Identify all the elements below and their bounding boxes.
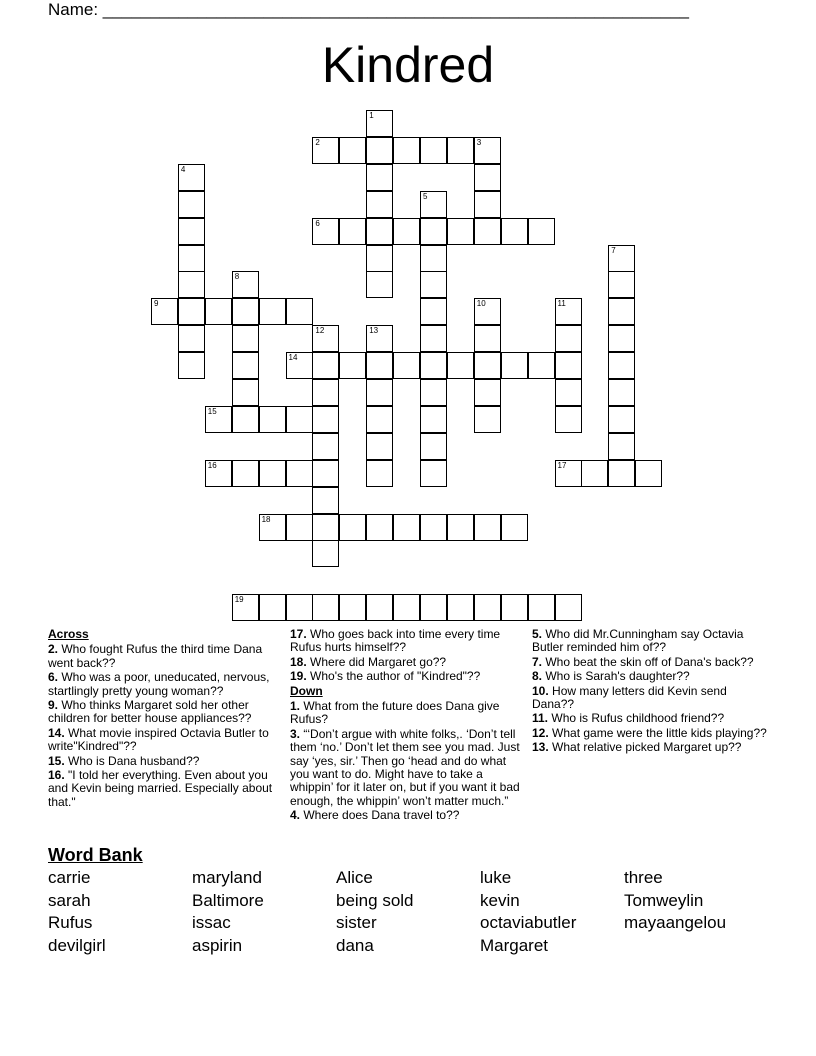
down-heading: Down [290,683,323,698]
grid-cell[interactable] [528,594,555,621]
grid-cell[interactable] [151,298,178,325]
clue-down-12: 12. What game were the little kids playing?? [532,725,767,740]
grid-cell[interactable] [259,460,286,487]
clue-number: 2 [315,137,320,147]
word-bank-item: Margaret [480,935,549,955]
grid-cell[interactable] [178,218,205,245]
clue-number: 3 [476,137,482,147]
clue-down-11: 11. Who is Rufus childhood friend?? [532,711,725,726]
grid-cell[interactable] [393,352,420,379]
grid-cell[interactable] [178,271,205,298]
clue-down-4: 4. Where does Dana travel to?? [290,808,460,823]
grid-cell[interactable] [608,325,635,352]
grid-cell[interactable] [420,460,447,487]
clue-number: 7 [611,245,616,255]
grid-cell[interactable] [447,352,474,379]
grid-cell[interactable] [474,191,501,218]
grid-cell[interactable] [393,514,420,541]
grid-cell[interactable] [555,325,582,352]
grid-cell[interactable] [393,594,420,621]
grid-cell[interactable] [420,325,447,352]
clue-number: 6 [315,218,320,228]
word-bank-item: sarah [48,890,91,910]
grid-cell[interactable] [366,406,393,433]
word-bank-item: Rufus [48,913,93,933]
grid-cell[interactable] [286,352,313,379]
grid-cell[interactable] [420,352,447,379]
grid-cell[interactable] [312,594,339,621]
clue-number: 10 [476,299,486,309]
grid-cell[interactable] [178,164,205,191]
grid-cell[interactable] [312,514,339,541]
word-bank-item: dana [336,935,374,955]
grid-cell[interactable] [447,137,474,164]
grid-cell[interactable] [555,298,582,325]
grid-cell[interactable] [420,514,447,541]
clue-down-5: 5. Who did Mr.Cunningham say Octavia Butler reminded him of?? [532,627,744,655]
grid-cell[interactable] [420,379,447,406]
grid-cell[interactable] [447,514,474,541]
word-bank-item: three [624,868,663,887]
grid-cell[interactable] [608,406,635,433]
grid-cell[interactable] [232,352,259,379]
clue-across-15: 15. Who is Dana husband?? [48,753,200,768]
clue-number: 17 [557,460,567,470]
grid-cell[interactable] [366,460,393,487]
grid-cell[interactable] [608,460,635,487]
grid-cell[interactable] [528,352,555,379]
grid-cell[interactable] [366,164,393,191]
grid-cell[interactable] [366,514,393,541]
clue-number: 15 [207,406,217,416]
clue-number: 18 [261,514,271,524]
grid-cell[interactable] [366,594,393,621]
word-bank-item: sister [336,913,377,933]
grid-cell[interactable] [232,594,259,621]
grid-cell[interactable] [232,379,259,406]
clue-number: 8 [234,272,240,282]
grid-cell[interactable] [312,218,339,245]
grid-cell[interactable] [259,298,286,325]
word-bank-item: carrie [48,868,91,887]
grid-cell[interactable] [232,406,259,433]
grid-cell[interactable] [474,352,501,379]
clue-number: 4 [180,164,186,174]
grid-cell[interactable] [339,594,366,621]
grid-cell[interactable] [312,137,339,164]
grid-cell[interactable] [312,352,339,379]
grid-cell[interactable] [366,137,393,164]
grid-cell[interactable] [366,271,393,298]
grid-cell[interactable] [501,514,528,541]
clue-across-18: 18. Where did Margaret go?? [290,654,447,669]
clue-column-2 [290,628,524,824]
grid-cell[interactable] [420,406,447,433]
grid-cell[interactable] [474,379,501,406]
grid-cell[interactable] [474,218,501,245]
grid-cell[interactable] [420,137,447,164]
grid-cell[interactable] [447,218,474,245]
grid-cell[interactable] [286,594,313,621]
word-bank-item: octaviabutler [480,913,577,933]
word-bank-item: kevin [480,890,520,910]
clue-across-9: 9. Who thinks Margaret sold her other children for better house appliances?? [48,698,252,726]
clue-number: 12 [315,326,325,336]
grid-cell[interactable] [286,298,313,325]
grid-cell[interactable] [555,594,582,621]
grid-cell[interactable] [178,245,205,272]
word-bank-item: mayaangelou [624,913,727,933]
grid-cell[interactable] [312,433,339,460]
grid-cell[interactable] [555,406,582,433]
clue-down-1: 1. What from the future does Dana give Rufus? [290,699,500,727]
clue-across-17: 17. Who goes back into time every time Rufus hurts himself?? [290,627,501,655]
grid-cell[interactable] [232,271,259,298]
name-line: Name: ______________________________________________________________ [48,0,689,19]
grid-cell[interactable] [420,271,447,298]
clue-number: 14 [288,353,298,363]
clue-across-14: 14. What movie inspired Octavia Butler to write"Kindred"?? [48,725,269,754]
grid-cell[interactable] [474,164,501,191]
clue-number: 9 [154,299,159,309]
clue-across-6: 6. Who was a poor, uneducated, nervous, startlingly pretty young woman?? [48,670,270,698]
grid-cell[interactable] [474,406,501,433]
grid-cell[interactable] [339,137,366,164]
grid-cell[interactable] [286,406,313,433]
grid-cell[interactable] [420,433,447,460]
grid-cell[interactable] [474,514,501,541]
grid-cell[interactable] [474,298,501,325]
word-bank-item: aspirin [192,935,243,955]
grid-cell[interactable] [528,218,555,245]
clue-number: 1 [369,111,374,120]
grid-cell[interactable] [312,379,339,406]
grid-cell[interactable] [259,594,286,621]
grid-cell[interactable] [312,540,339,567]
word-bank-item: luke [480,868,512,887]
clue-number: 5 [423,191,428,201]
grid-cell[interactable] [366,191,393,218]
grid-cell[interactable] [286,514,313,541]
grid-cell[interactable] [366,325,393,352]
grid-cell[interactable] [501,352,528,379]
word-bank-item: devilgirl [48,935,106,955]
across-heading: Across [48,627,89,641]
grid-cell[interactable] [474,137,501,164]
word-bank-item: Baltimore [192,890,264,910]
grid-cell[interactable] [393,137,420,164]
clue-number: 11 [557,299,566,309]
grid-cell[interactable] [608,433,635,460]
grid-cell[interactable] [608,352,635,379]
grid-cell[interactable] [555,352,582,379]
word-bank-title: Word Bank [48,845,143,865]
grid-cell[interactable] [312,460,339,487]
grid-cell[interactable] [232,298,259,325]
grid-cell[interactable] [420,245,447,272]
clue-across-16: 16. "I told her everything. Even about you and Kevin being married. Especially about that." [48,768,273,809]
grid-cell[interactable] [339,352,366,379]
clue-down-13: 13. What relative picked Margaret up?? [532,740,742,755]
grid-cell[interactable] [420,594,447,621]
clue-number: 19 [234,595,244,605]
clue-column-1 [48,628,284,810]
grid-cell[interactable] [178,352,205,379]
grid-cell[interactable] [366,110,393,137]
clue-down-3: 3. “‘Don’t argue with white folks,. ‘Don’t tell them ‘no.’ Don’t let them see you mad. Just say ‘yes, sir.’ Then go ‘head and do what you want to do. Might have to take a whippin’ for it later on, but if you want it bad enough, the whippin’ won’t matter much.” [290,726,520,808]
grid-cell[interactable] [608,245,635,272]
word-bank-item: maryland [192,868,262,887]
clue-down-10: 10. How many letters did Kevin send Dana?? [532,683,727,712]
grid-cell[interactable] [312,325,339,352]
grid-cell[interactable] [205,298,232,325]
grid-cell[interactable] [178,191,205,218]
grid-cell[interactable] [608,271,635,298]
grid-cell[interactable] [312,487,339,514]
grid-cell[interactable] [393,218,420,245]
grid-cell[interactable] [178,325,205,352]
grid-cell[interactable] [205,460,232,487]
grid-cell[interactable] [259,514,286,541]
grid-cell[interactable] [366,352,393,379]
grid-cell[interactable] [447,594,474,621]
grid-cell[interactable] [555,460,582,487]
grid-cell[interactable] [581,460,608,487]
clue-column-3 [532,628,768,756]
grid-cell[interactable] [366,245,393,272]
grid-cell[interactable] [232,460,259,487]
clue-number: 16 [207,460,217,470]
grid-cell[interactable] [339,218,366,245]
clue-down-7: 7. Who beat the skin off of Dana's back?? [532,654,754,669]
grid-cell[interactable] [608,298,635,325]
grid-cell[interactable] [474,325,501,352]
grid-cell[interactable] [474,594,501,621]
grid-cell[interactable] [501,594,528,621]
grid-cell[interactable] [339,514,366,541]
grid-cell[interactable] [312,406,339,433]
grid-cell[interactable] [501,218,528,245]
word-bank-item: issac [192,913,231,933]
clue-across-2: 2. Who fought Rufus the third time Dana went back?? [48,642,263,670]
word-bank-item: Tomweylin [624,890,704,910]
word-bank-item: Alice [336,868,373,887]
clue-number: 13 [369,326,379,336]
page-title: Kindred [321,37,495,93]
grid-cell[interactable] [366,218,393,245]
word-bank-item: being sold [336,890,414,910]
grid-cell[interactable] [420,298,447,325]
grid-cell[interactable] [420,218,447,245]
grid-cell[interactable] [286,460,313,487]
grid-cell[interactable] [366,379,393,406]
grid-cell[interactable] [420,191,447,218]
grid-cell[interactable] [178,298,205,325]
grid-cell[interactable] [259,406,286,433]
grid-cell[interactable] [205,406,232,433]
grid-cell[interactable] [635,460,662,487]
clue-across-19: 19. Who's the author of "Kindred"?? [290,669,481,684]
grid-cell[interactable] [232,325,259,352]
grid-cell[interactable] [608,379,635,406]
clue-down-8: 8. Who is Sarah's daughter?? [532,669,690,684]
grid-cell[interactable] [366,433,393,460]
grid-cell[interactable] [555,379,582,406]
